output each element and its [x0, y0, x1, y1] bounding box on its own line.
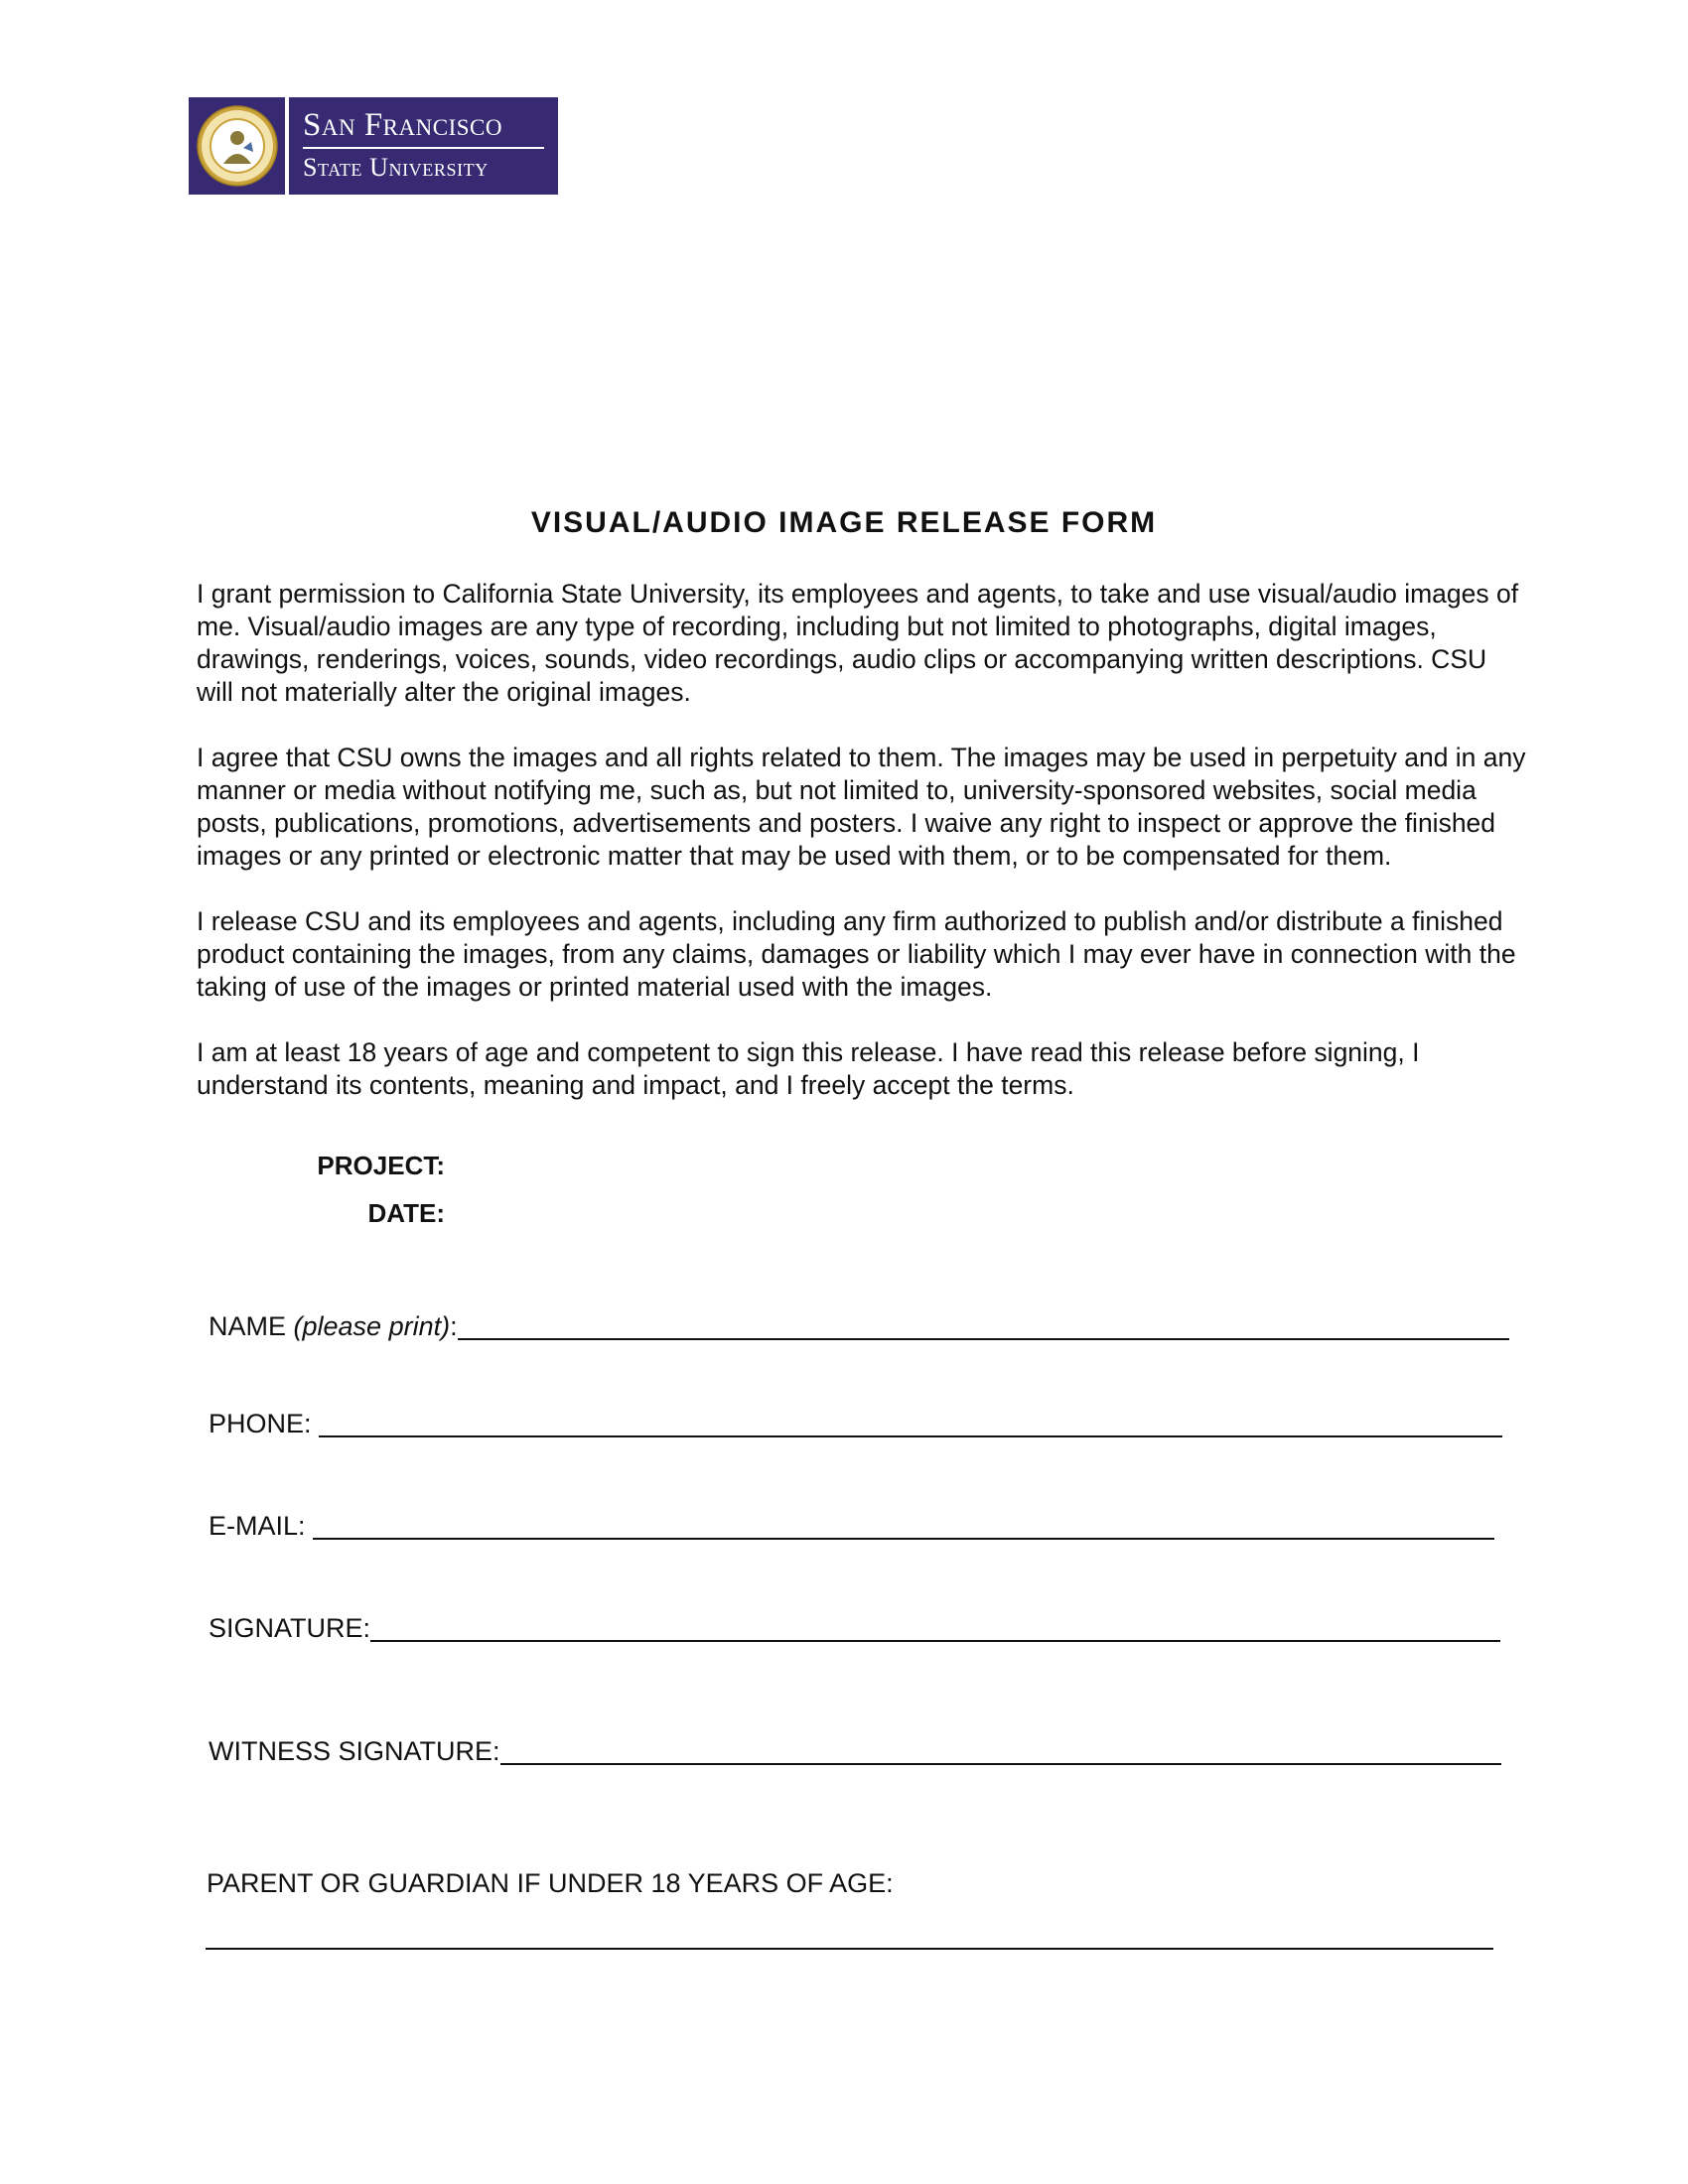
paragraph-age-consent: I am at least 18 years of age and competent to sign this release. I have read this release before signing, I understand its contents, meaning and impact, and I freely accept the terms.	[197, 1037, 1420, 1100]
parent-guardian-input-line[interactable]	[206, 1948, 1493, 1950]
name-input-line[interactable]	[458, 1338, 1509, 1340]
email-label: E-MAIL:	[209, 1511, 314, 1541]
university-logo	[189, 97, 558, 195]
witness-signature-input-line[interactable]	[500, 1763, 1501, 1765]
logo-line-1: San Francisco	[303, 107, 544, 149]
signature-input-line[interactable]	[370, 1640, 1500, 1642]
parent-guardian-label: PARENT OR GUARDIAN IF UNDER 18 YEARS OF AGE:	[207, 1868, 894, 1898]
phone-field[interactable]	[209, 1408, 1502, 1439]
name-field[interactable]	[209, 1310, 1509, 1342]
signature-label: SIGNATURE:	[209, 1613, 371, 1643]
university-seal	[189, 97, 285, 195]
university-wordmark	[289, 97, 558, 195]
seal-icon	[196, 104, 279, 188]
form-title: VISUAL/AUDIO IMAGE RELEASE FORM	[530, 506, 1158, 539]
signature-field[interactable]	[209, 1612, 1500, 1644]
paragraph-ownership: I agree that CSU owns the images and all rights related to them. The images may be used in perpetuity and in any manner or media without notifying me, such as, but not limited to, university-sponsored websites, social media posts, publications, promotions, advertisements and posters. I waive any right to inspect or approve the finished images or any printed or electronic matter that may be used with them, or to be compensated for them.	[197, 743, 1526, 871]
name-colon: :	[450, 1311, 458, 1341]
logo-line-2: State University	[303, 153, 489, 182]
phone-label: PHONE:	[209, 1409, 320, 1438]
date-label: DATE:	[367, 1198, 445, 1228]
name-hint: (please print)	[293, 1311, 451, 1341]
phone-input-line[interactable]	[319, 1435, 1502, 1437]
paragraph-release: I release CSU and its employees and agents, including any firm authorized to publish and/or distribute a finished product containing the images, from any claims, damages or liability which I may ever have in connection with the taking of use of the images or printed material used with the images.	[197, 906, 1516, 1002]
paragraph-permission: I grant permission to California State University, its employees and agents, to take and use visual/audio images of me. Visual/audio images are any type of recording, including but not limited to photographs, digital images, drawings, renderings, voices, sounds, video recordings, audio clips or accompanying written descriptions. CSU will not materially alter the original images.	[197, 579, 1519, 707]
release-terms	[197, 578, 1527, 1102]
name-label: NAME	[209, 1311, 294, 1341]
email-input-line[interactable]	[313, 1538, 1494, 1540]
email-field[interactable]	[209, 1510, 1494, 1542]
witness-signature-label: WITNESS SIGNATURE:	[209, 1736, 500, 1766]
project-label: PROJECT:	[317, 1151, 445, 1180]
witness-signature-field[interactable]	[209, 1735, 1501, 1767]
